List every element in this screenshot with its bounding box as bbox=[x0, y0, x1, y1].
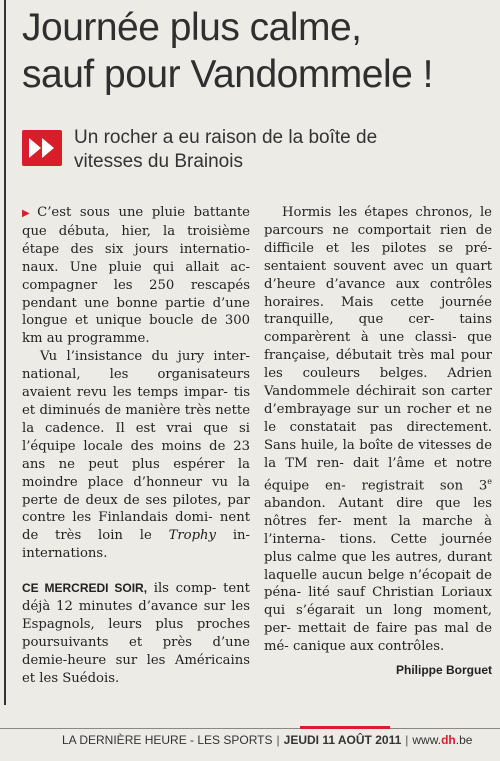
text-line: 23 ans ne peut plus espérer la bbox=[22, 438, 250, 472]
text-line: naux. Une pluie qui allait ac- bbox=[22, 259, 250, 275]
paragraph-1 bbox=[22, 204, 250, 348]
text-line: avaient revu les temps impar- bbox=[22, 385, 228, 401]
text-line: lité sauf Christian Loriaux qui bbox=[264, 585, 492, 619]
headline bbox=[22, 4, 492, 98]
text-line: contrôles horaires. Mais cette bbox=[264, 276, 492, 310]
text-line: C’est sous une pluie battante bbox=[37, 205, 250, 220]
trophy-italic: Trophy bbox=[168, 528, 217, 544]
text-line: quart d’heure d’avance aux bbox=[264, 258, 492, 292]
text-line: compagner les 250 rescapés bbox=[22, 277, 250, 293]
paragraph-3 bbox=[22, 580, 250, 687]
text-line: d’une demie-heure sur les bbox=[22, 634, 250, 668]
text-line: le parcours ne comportait rien bbox=[264, 205, 492, 238]
footer-rule bbox=[0, 728, 500, 729]
text-line: ment la marche à l’interna- bbox=[264, 513, 492, 547]
text-line: tions. Cette journée plus calme bbox=[264, 531, 492, 565]
text-line: Américains et les Suédois. bbox=[22, 652, 250, 686]
text-line: mal pour les couleurs belges. bbox=[264, 348, 492, 382]
footer-accent-bar bbox=[300, 726, 390, 729]
left-column-rule bbox=[4, 0, 6, 705]
headline-line-2: sauf pour Vandommele ! bbox=[22, 53, 434, 96]
text-line: directement. Sans huile, la bbox=[264, 419, 492, 453]
double-chevron-right-icon bbox=[22, 130, 62, 166]
text-line: pendant une bonne partie bbox=[22, 295, 206, 311]
text-line: dait l’âme et notre équipe en- bbox=[264, 455, 492, 493]
text-line: national, les organisateurs bbox=[22, 367, 250, 383]
text-line: Autant dire que les nôtres fer- bbox=[264, 495, 492, 529]
footer-paper-name: LA DERNIÈRE HEURE - LES SPORTS bbox=[62, 733, 273, 747]
text-line: que débuta, hier, la troisième bbox=[22, 223, 250, 239]
text-line: de 300 km au programme. bbox=[22, 313, 251, 347]
footer-site-dh[interactable]: dh bbox=[441, 733, 456, 747]
lead-in: CE MERCREDI SOIR, bbox=[22, 581, 148, 596]
text-line: moindre place d’honneur vu la bbox=[22, 474, 250, 490]
text-line: Hormis les étapes chronos, bbox=[282, 205, 473, 220]
article-column-left bbox=[22, 204, 250, 688]
footer-site-suffix[interactable]: .be bbox=[455, 733, 473, 747]
subtitle-block bbox=[22, 126, 492, 174]
text-line: mettait de faire pas mal de mé- bbox=[264, 621, 492, 655]
text-fragment: in- bbox=[216, 528, 250, 544]
triangle-right-icon: ▶ bbox=[22, 208, 35, 219]
superscript: e bbox=[487, 476, 492, 486]
text-line: rocher et ne le constatait pas bbox=[264, 401, 492, 435]
text-line: perte de deux de ses pilotes, bbox=[22, 492, 222, 508]
subtitle-line-2: vitesses du Brainois bbox=[74, 151, 243, 172]
footer-site-prefix[interactable]: www. bbox=[412, 733, 442, 747]
text-line: que les autres, durant laquelle bbox=[264, 549, 492, 583]
text-line: journée tranquille, que cer- bbox=[264, 294, 492, 328]
text-line: d’une longue et unique boucle bbox=[22, 295, 250, 329]
article-column-right bbox=[264, 204, 492, 680]
byline: Philippe Borguet bbox=[396, 663, 492, 678]
text-line: tains comparèrent à une classi- bbox=[264, 312, 492, 346]
paragraph-2 bbox=[22, 348, 250, 563]
text-line: internations. bbox=[22, 546, 108, 562]
text-line: tent déjà 12 minutes d’avance bbox=[22, 581, 250, 615]
text-line: Adrien Vandommele déchirait bbox=[264, 366, 492, 400]
text-line: étape des six jours internatio- bbox=[22, 241, 250, 257]
text-fragment: ils comp- bbox=[147, 581, 217, 597]
text-line: sur les Espagnols, leurs plus bbox=[22, 599, 250, 632]
text-line: registrait son 3 bbox=[361, 477, 488, 493]
text-line: aucun belge n’écopait de péna- bbox=[264, 567, 492, 601]
text-line: par contre les Finlandais domi- bbox=[22, 492, 250, 526]
text-line: nent de très loin le bbox=[22, 510, 250, 544]
footer bbox=[62, 733, 492, 747]
footer-separator: | bbox=[276, 733, 280, 747]
text-line: canique aux contrôles. bbox=[292, 639, 445, 655]
subtitle bbox=[74, 126, 494, 174]
footer-separator: | bbox=[405, 733, 409, 747]
text-fragment: abandon. bbox=[264, 495, 326, 511]
headline-line-1: Journée plus calme, bbox=[22, 6, 362, 49]
paragraph-4 bbox=[264, 204, 492, 656]
text-line: que française, débutait très bbox=[264, 330, 492, 364]
text-line: s’égarait un long moment, per- bbox=[264, 603, 492, 637]
subtitle-line-1: Un rocher a eu raison de la boîte de bbox=[74, 127, 378, 148]
text-line: Vu l’insistance du jury inter- bbox=[40, 349, 250, 365]
text-line: si l’équipe locale des moins de bbox=[22, 420, 250, 454]
text-line: proches poursuivants et près bbox=[22, 616, 250, 650]
text-line: tis et diminués de manière très bbox=[22, 385, 250, 418]
text-line: sentaient souvent avec un bbox=[264, 258, 449, 274]
paragraph-gap bbox=[22, 563, 250, 580]
text-line: de difficile et les pilotes se pré- bbox=[264, 222, 492, 256]
footer-date: JEUDI 11 AOÛT 2011 bbox=[283, 733, 402, 747]
text-line: son carter d’embrayage sur un bbox=[264, 384, 492, 417]
text-line: nette la cadence. Il est vrai que bbox=[22, 402, 250, 436]
text-line: boîte de vitesses de la TM ren- bbox=[264, 437, 492, 471]
